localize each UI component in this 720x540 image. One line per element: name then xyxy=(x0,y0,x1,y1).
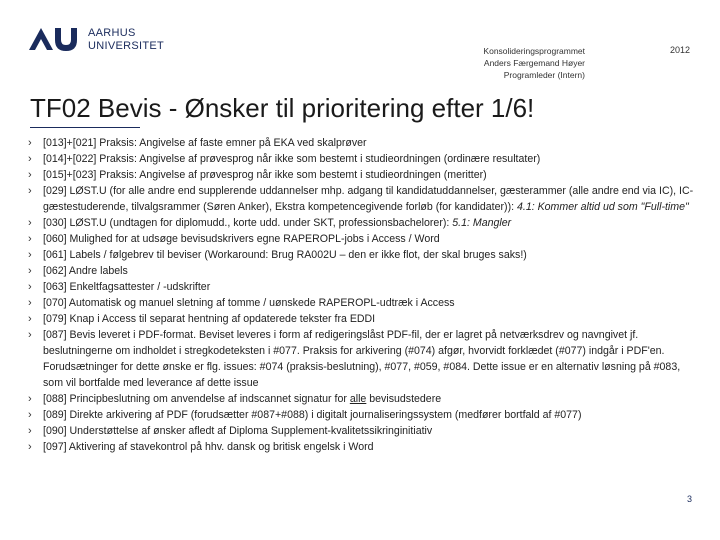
list-item xyxy=(28,231,703,247)
list-item xyxy=(28,263,703,279)
list-item xyxy=(28,247,703,263)
bullet-list xyxy=(28,135,703,455)
chevron-right-icon: › xyxy=(28,185,32,197)
program-info xyxy=(440,45,585,81)
list-item xyxy=(28,327,703,391)
chevron-right-icon: › xyxy=(28,281,32,293)
chevron-right-icon: › xyxy=(28,393,32,405)
list-item-text: [097] Aktivering af stavekontrol på hhv. dansk og britisk engelsk i Word xyxy=(43,441,374,453)
list-item-text: [063] Enkeltfagsattester / -udskrifter xyxy=(43,281,211,293)
list-item-text: [061] Labels / følgebrev til beviser (Workaround: Brug RA002U – den er ikke flot, der skal bruges saks!) xyxy=(43,249,527,261)
chevron-right-icon: › xyxy=(28,441,32,453)
list-item-emphasis: alle xyxy=(349,393,367,405)
page-number: 3 xyxy=(686,494,692,504)
list-item xyxy=(28,167,703,183)
title-divider xyxy=(30,127,140,128)
chevron-right-icon: › xyxy=(28,153,32,165)
list-item-text: [088] Principbeslutning om anvendelse af indscannet signatur for xyxy=(43,393,350,405)
university-name-line2: UNIVERSITET xyxy=(88,40,165,52)
chevron-right-icon: › xyxy=(28,137,32,149)
list-item-note: 4.1: Kommer altid ud som "Full-time" xyxy=(516,201,689,213)
list-item xyxy=(28,151,703,167)
year: 2012 xyxy=(669,45,690,55)
list-item-text: [090] Understøttelse af ønsker afledt af Diploma Supplement-kvalitetssikringinitiativ xyxy=(43,425,433,437)
list-item-text: [070] Automatisk og manuel sletning af tomme / uønskede RAPEROPL-udtræk i Access xyxy=(43,297,455,309)
list-item xyxy=(28,423,703,439)
list-item-text: [089] Direkte arkivering af PDF (forudsætter #087+#088) i digitalt journaliseringssystem (medfører bortfald af #077) xyxy=(43,409,582,421)
list-item-text: [030] LØST.U (undtagen for diplomudd., korte udd. under SKT, professionsbachelorer): xyxy=(43,217,453,229)
chevron-right-icon: › xyxy=(28,297,32,309)
list-item-text-end: bevisudstedere xyxy=(366,393,442,405)
slide-title: TF02 Bevis - Ønsker til prioritering efter 1/6! xyxy=(30,93,535,123)
list-item xyxy=(28,439,703,455)
chevron-right-icon: › xyxy=(28,249,32,261)
chevron-right-icon: › xyxy=(28,425,32,437)
aarhus-university-logo xyxy=(27,24,79,52)
chevron-right-icon: › xyxy=(28,313,32,325)
chevron-right-icon: › xyxy=(28,169,32,181)
list-item-text: [062] Andre labels xyxy=(43,265,128,277)
list-item-text: [013]+[021] Praksis: Angivelse af faste emner på EKA ved skalprøver xyxy=(43,137,367,149)
list-item-text: [014]+[022] Praksis: Angivelse af prøvesprog når ikke som bestemt i studieordningen (ordinære resultater) xyxy=(43,153,541,165)
list-item xyxy=(28,407,703,423)
presenter-name: Anders Færgemand Høyer xyxy=(483,58,585,68)
list-item xyxy=(28,135,703,151)
list-item xyxy=(28,183,703,215)
list-item xyxy=(28,215,703,231)
chevron-right-icon: › xyxy=(28,233,32,245)
list-item xyxy=(28,391,703,407)
list-item xyxy=(28,295,703,311)
list-item xyxy=(28,311,703,327)
chevron-right-icon: › xyxy=(28,409,32,421)
list-item-text: [015]+[023] Praksis: Angivelse af prøvesprog når ikke som bestemt i studieordningen (meritter) xyxy=(43,169,487,181)
list-item xyxy=(28,279,703,295)
list-item-text: [029] LØST.U (for alle andre end supplerende uddannelser mhp. adgang til kandidatuddannelser, gæsterammer (alle andre end via IC), IC-gæstestuderende, tilvalgsrammer (Søren Anker), Ekstra kompetencegivende forløb (for kandidater)): xyxy=(43,185,694,213)
chevron-right-icon: › xyxy=(28,217,32,229)
university-name xyxy=(88,27,164,53)
university-name-line1: AARHUS xyxy=(88,27,136,39)
chevron-right-icon: › xyxy=(28,265,32,277)
list-item-note: 5.1: Mangler xyxy=(452,217,512,229)
list-item-text: [060] Mulighed for at udsøge bevisudskrivers egne RAPEROPL-jobs i Access / Word xyxy=(43,233,440,245)
presenter-role: Programleder (Intern) xyxy=(503,70,585,80)
list-item-text: [087] Bevis leveret i PDF-format. Beviset leveres i form af redigeringslåst PDF-fil, der er lagret på netværksdrev og navngivet jf. beslutningerne om indholdet i stregkodeteksten i #077. Praksis for arkivering (#074) afgør, hvorvidt forklædet (#077) indgår i PDF'en. Forudsætninger for dette ønske er flg. issues: #074 (praksis-beslutning), #077, #059, #084. Dette issue er en alternativ løsning på #083, som vil bortfalde med leverance af dette issue xyxy=(43,329,681,389)
program-name: Konsolideringsprogrammet xyxy=(483,46,585,56)
chevron-right-icon: › xyxy=(28,329,32,341)
list-item-text: [079] Knap i Access til separat hentning af opdaterede tekster fra EDDI xyxy=(43,313,376,325)
